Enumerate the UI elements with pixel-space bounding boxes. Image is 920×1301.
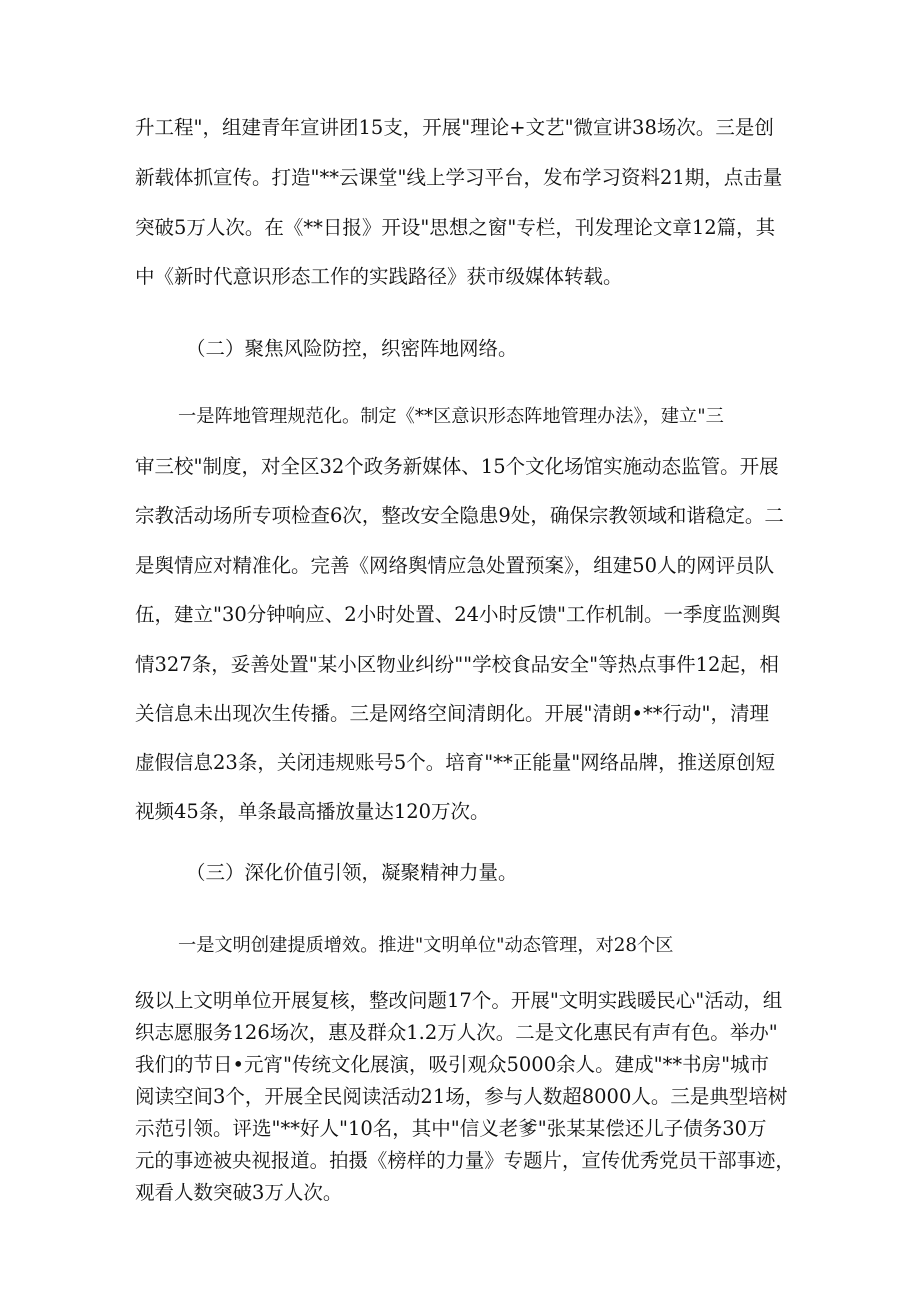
text-line: 级以上文明单位开展复核，整改问题17个。开展"文明实践暖民心"活动，组 <box>135 989 783 1012</box>
section-heading-3: （三）深化价值引领，凝聚精神力量。 <box>186 861 518 884</box>
text-line: 虚假信息23条，关闭违规账号5个。培育"**正能量"网络品牌，推送原创短 <box>135 751 776 774</box>
text-line: 示范引领。评选"**好人"10名，其中"信义老爹"张某某偿还儿子债务30万 <box>135 1117 767 1140</box>
text-line: 情327条，妥善处置"某小区物业纠纷""学校食品安全"等热点事件12起，相 <box>135 653 779 676</box>
text-line: 一是阵地管理规范化。制定《**区意识形态阵地管理办法》，建立"三 <box>178 406 724 427</box>
text-line: 新载体抓宣传。打造"**云课堂"线上学习平台，发布学习资料21期，点击量 <box>135 166 783 189</box>
text-line: 织志愿服务126场次，惠及群众1.2万人次。二是文化惠民有声有色。举办" <box>135 1021 778 1044</box>
text-line: 宗教活动场所专项检查6次，整改安全隐患9处，确保宗教领域和谐稳定。二 <box>135 504 784 527</box>
text-line: 我们的节日•元宵"传统文化展演，吸引观众5000余人。建成"**书房"城市 <box>135 1053 770 1076</box>
text-line: 是舆情应对精准化。完善《网络舆情应急处置预案》，组建50人的网评员队 <box>135 554 775 577</box>
text-line: 阅读空间3个，开展全民阅读活动21场，参与人数超8000人。三是典型培树 <box>135 1085 788 1108</box>
text-line: 升工程"，组建青年宣讲团15支，开展"理论+文艺"微宣讲38场次。三是创 <box>135 116 774 139</box>
text-line: 观看人数突破3万人次。 <box>135 1181 343 1204</box>
text-line: 一是文明创建提质增效。推进"文明单位"动态管理，对28个区 <box>178 935 674 956</box>
text-line: 视频45条，单条最高播放量达120万次。 <box>135 800 490 823</box>
text-line: 中《新时代意识形态工作的实践路径》获市级媒体转载。 <box>135 265 623 288</box>
text-line: 伍，建立"30分钟响应、2小时处置、24小时反馈"工作机制。一季度监测舆 <box>135 603 781 626</box>
text-line: 关信息未出现次生传播。三是网络空间清朗化。开展"清朗•**行动"，清理 <box>135 702 769 725</box>
text-line: 突破5万人次。在《**日报》开设"思想之窗"专栏，刊发理论文章12篇，其 <box>135 216 776 239</box>
section-heading-2: （二）聚焦风险防控，织密阵地网络。 <box>186 337 518 360</box>
text-line: 审三校"制度，对全区32个政务新媒体、15个文化场馆实施动态监管。开展 <box>135 455 779 478</box>
text-line: 元的事迹被央视报道。拍摄《榜样的力量》专题片，宣传优秀党员干部事迹， <box>135 1149 795 1172</box>
